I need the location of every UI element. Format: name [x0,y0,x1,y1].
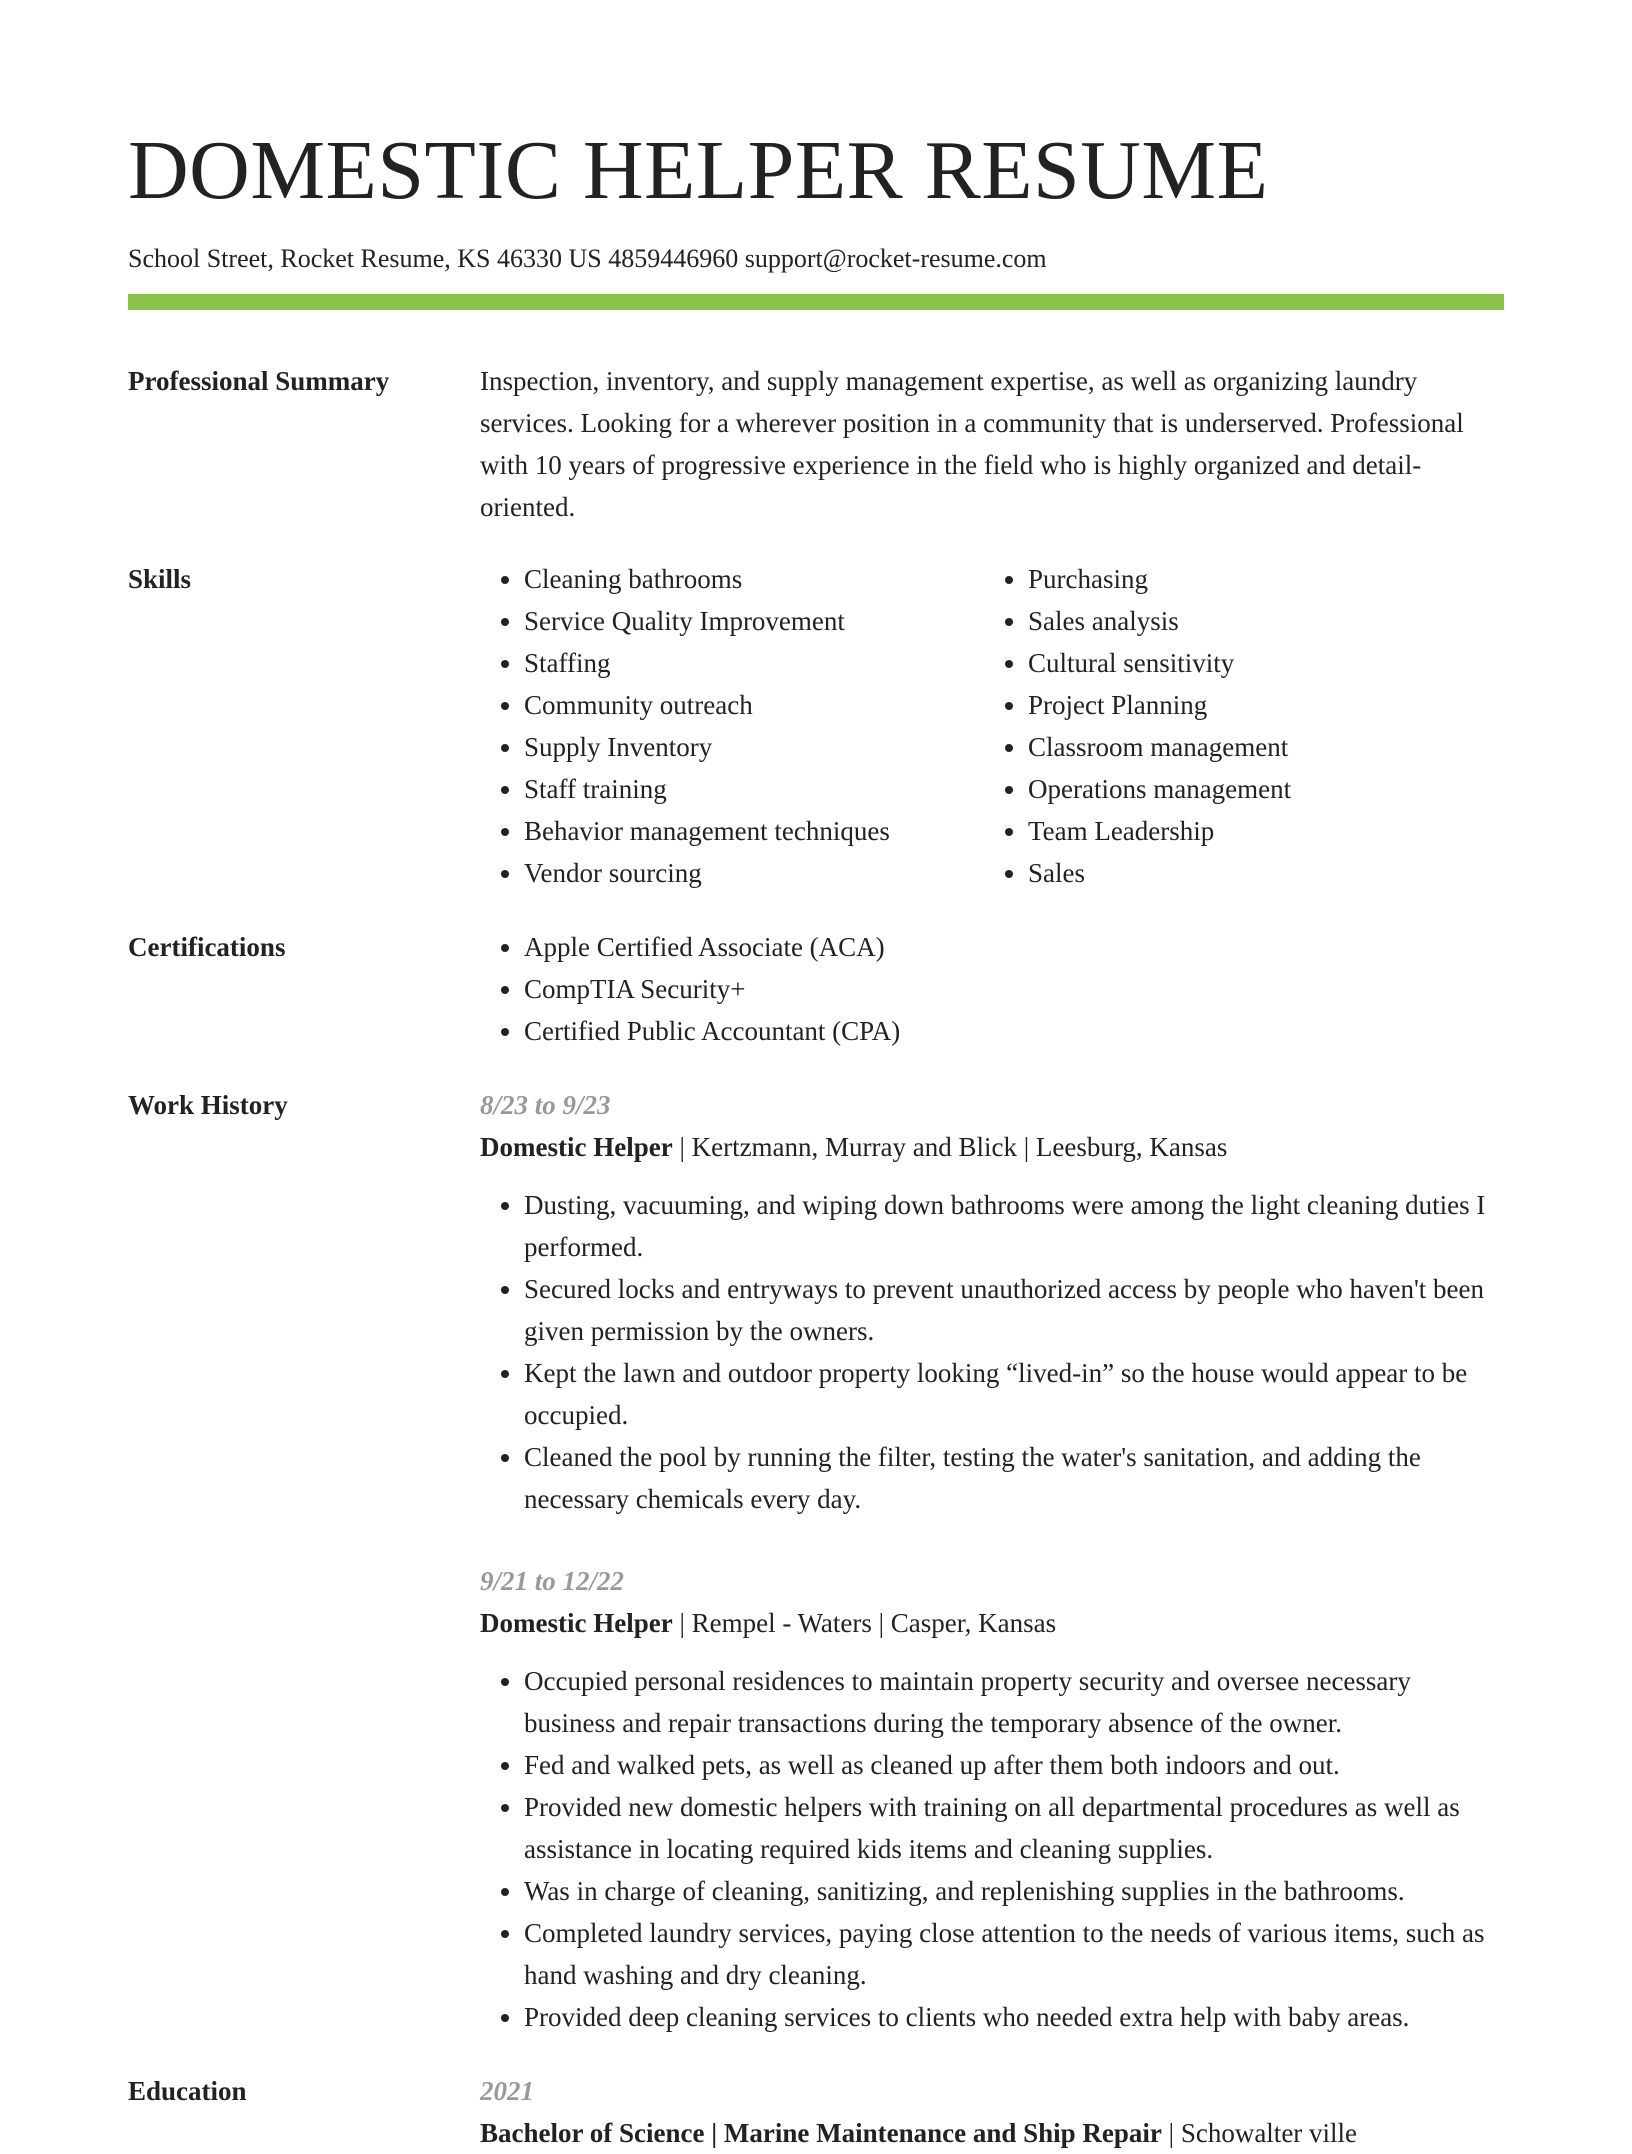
resume-page [128,0,1504,2154]
job-duty: • Provided deep cleaning services to clients who needed extra help with baby areas. [524,1996,1504,2038]
job-dates: 9/21 to 12/22 [480,1566,625,1596]
job-duties-list [480,1660,1504,2038]
job-duty: • Occupied personal residences to maintain property security and oversee necessary business and repair transactions during the temporary absence of the owner. [524,1660,1504,1744]
education-degree-line [480,2112,1504,2154]
skills-list-right [984,558,1488,894]
skill-item: • Cleaning bathrooms [524,558,984,600]
job-duty: • Provided new domestic helpers with training on all departmental procedures as well as assistance in locating required kids items and cleaning supplies. [524,1786,1504,1870]
job-dates: 8/23 to 9/23 [480,1090,611,1120]
job-duty: • Fed and walked pets, as well as cleaned up after them both indoors and out. [524,1744,1504,1786]
accent-divider [128,294,1504,310]
skills-grid [480,558,1504,894]
work-history-heading: Work History [128,1090,288,1120]
skill-item: • Project Planning [1028,684,1488,726]
job-duty: • Cleaned the pool by running the filter, testing the water's sanitation, and adding the necessary chemicals every day. [524,1436,1504,1520]
job-duties-list [480,1184,1504,1520]
job-title: Domestic Helper [480,1132,673,1162]
certification-item: • CompTIA Security+ [524,968,1504,1010]
skill-item: • Supply Inventory [524,726,984,768]
certification-item: • Apple Certified Associate (ACA) [524,926,1504,968]
job-title-line [480,1602,1504,1644]
skill-item: • Community outreach [524,684,984,726]
skill-item: • Purchasing [1028,558,1488,600]
skill-item: • Team Leadership [1028,810,1488,852]
job-title-line [480,1126,1504,1168]
job-entry [480,1084,1504,1520]
job-duty: • Secured locks and entryways to prevent unauthorized access by people who haven't been given permission by the owners. [524,1268,1504,1352]
job-title: Domestic Helper [480,1608,673,1638]
skill-item: • Staffing [524,642,984,684]
skill-item: • Sales analysis [1028,600,1488,642]
summary-body [480,360,1504,528]
skill-item: • Cultural sensitivity [1028,642,1488,684]
job-entry [480,1560,1504,2038]
education-body [480,2070,1504,2154]
skill-item: • Vendor sourcing [524,852,984,894]
job-duty: • Dusting, vacuuming, and wiping down bathrooms were among the light cleaning duties I performed. [524,1184,1504,1268]
skills-heading: Skills [128,564,192,594]
summary-text: Inspection, inventory, and supply management expertise, as well as organizing laundry services. Looking for a wherever position in a community that is underserved. Professional with 10 years of progressive experience in the field who is highly organized and detail-oriented. [480,366,1464,522]
skills-list-left [480,558,984,894]
education-school: | Schowalter ville [1161,2118,1358,2148]
work-history-section [128,1084,1504,2038]
skill-item: • Classroom management [1028,726,1488,768]
job-employer-location: | Kertzmann, Murray and Blick | Leesburg, Kansas [672,1132,1228,1162]
summary-section [128,360,1504,528]
education-section [128,2070,1504,2154]
job-duty: • Completed laundry services, paying close attention to the needs of various items, such as hand washing and dry cleaning. [524,1912,1504,1996]
skill-item: • Sales [1028,852,1488,894]
job-duty: • Kept the lawn and outdoor property looking “lived-in” so the house would appear to be occupied. [524,1352,1504,1436]
job-duty: • Was in charge of cleaning, sanitizing, and replenishing supplies in the bathrooms. [524,1870,1504,1912]
education-dates: 2021 [480,2076,534,2106]
skill-item: • Staff training [524,768,984,810]
resume-title: DOMESTIC HELPER RESUME [128,124,1269,217]
education-heading: Education [128,2076,247,2106]
skill-item: • Service Quality Improvement [524,600,984,642]
certifications-body [480,926,1504,1052]
certifications-section [128,926,1504,1052]
skill-item: • Operations management [1028,768,1488,810]
job-employer-location: | Rempel - Waters | Casper, Kansas [672,1608,1057,1638]
certifications-heading: Certifications [128,932,286,962]
certifications-list [480,926,1504,1052]
education-degree: Bachelor of Science | Marine Maintenance and Ship Repair [480,2118,1162,2148]
contact-info: School Street, Rocket Resume, KS 46330 US 4859446960 support@rocket-resume.com [128,244,1047,273]
summary-heading: Professional Summary [128,366,390,396]
certification-item: • Certified Public Accountant (CPA) [524,1010,1504,1052]
skills-section [128,558,1504,894]
skills-body [480,558,1504,894]
skill-item: • Behavior management techniques [524,810,984,852]
work-history-body [480,1084,1504,2038]
